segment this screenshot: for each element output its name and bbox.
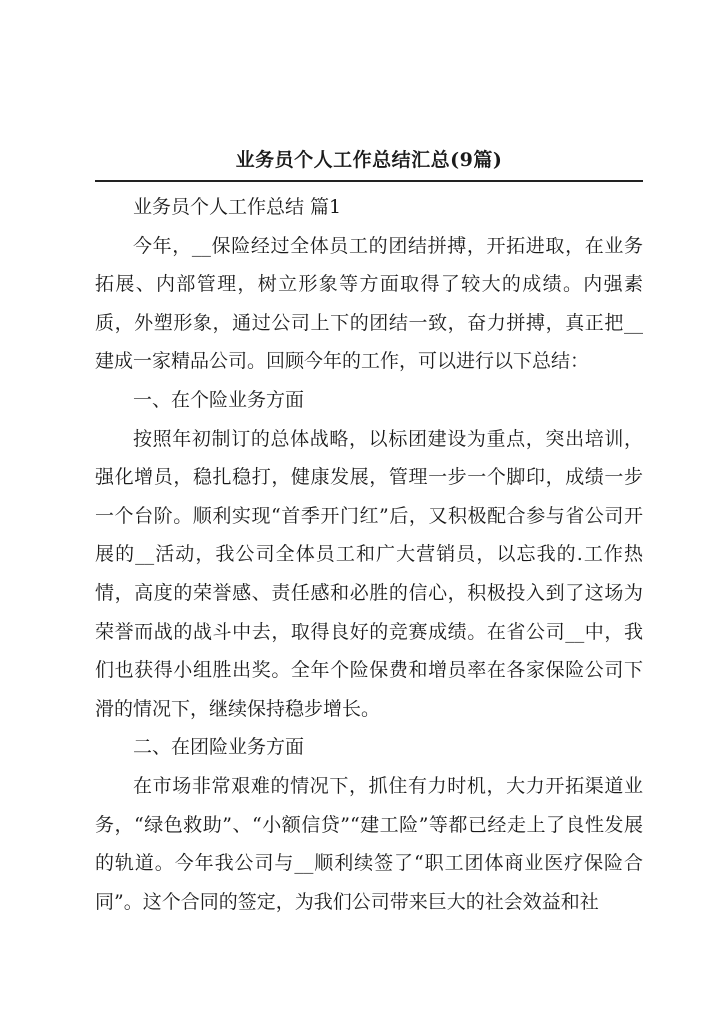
paragraph-group-insurance: 在市场非常艰难的情况下，抓住有力时机，大力开拓渠道业务，“绿色救助”、“小额信贷”“建工险”等都已经走上了良性发展的轨道。今年我公司与__顺利续签了“职工团体商业医疗保险合同”。这个合同的签定，为我们公司带来巨大的社会效益和社: [95, 774, 643, 913]
document-body: [95, 188, 643, 921]
heading-group-insurance: 二、在团险业务方面: [133, 736, 305, 759]
paragraph-individual-insurance: 按照年初制订的总体战略，以标团建设为重点，突出培训，强化增员，稳扎稳打，健康发展，管理一步一个脚印，成绩一步一个台阶。顺利实现“首季开门红”后，又积极配合参与省公司开展的__活动，我公司全体员工和广大营销员，以忘我的.工作热情，高度的荣誉感、责任感和必胜的信心，积极投入到了这场为荣誉而战的战斗中去，取得良好的竞赛成绩。在省公司__中，我们也获得小组胜出奖。全年个险保费和增员率在各家保险公司下滑的情况下，继续保持稳步增长。: [95, 427, 643, 720]
document-title: 业务员个人工作总结汇总(9篇): [235, 149, 503, 171]
title-divider: [95, 180, 643, 182]
paragraph-intro: 今年，__保险经过全体员工的团结拼搏，开拓进取，在业务拓展、内部管理，树立形象等方面取得了较大的成绩。内强素质，外塑形象，通过公司上下的团结一致，奋力拼搏，真正把__建成一家精品公司。回顾今年的工作，可以进行以下总结：: [95, 234, 643, 373]
heading-individual-insurance: 一、在个险业务方面: [133, 388, 305, 411]
section-heading: 业务员个人工作总结 篇1: [133, 196, 342, 218]
